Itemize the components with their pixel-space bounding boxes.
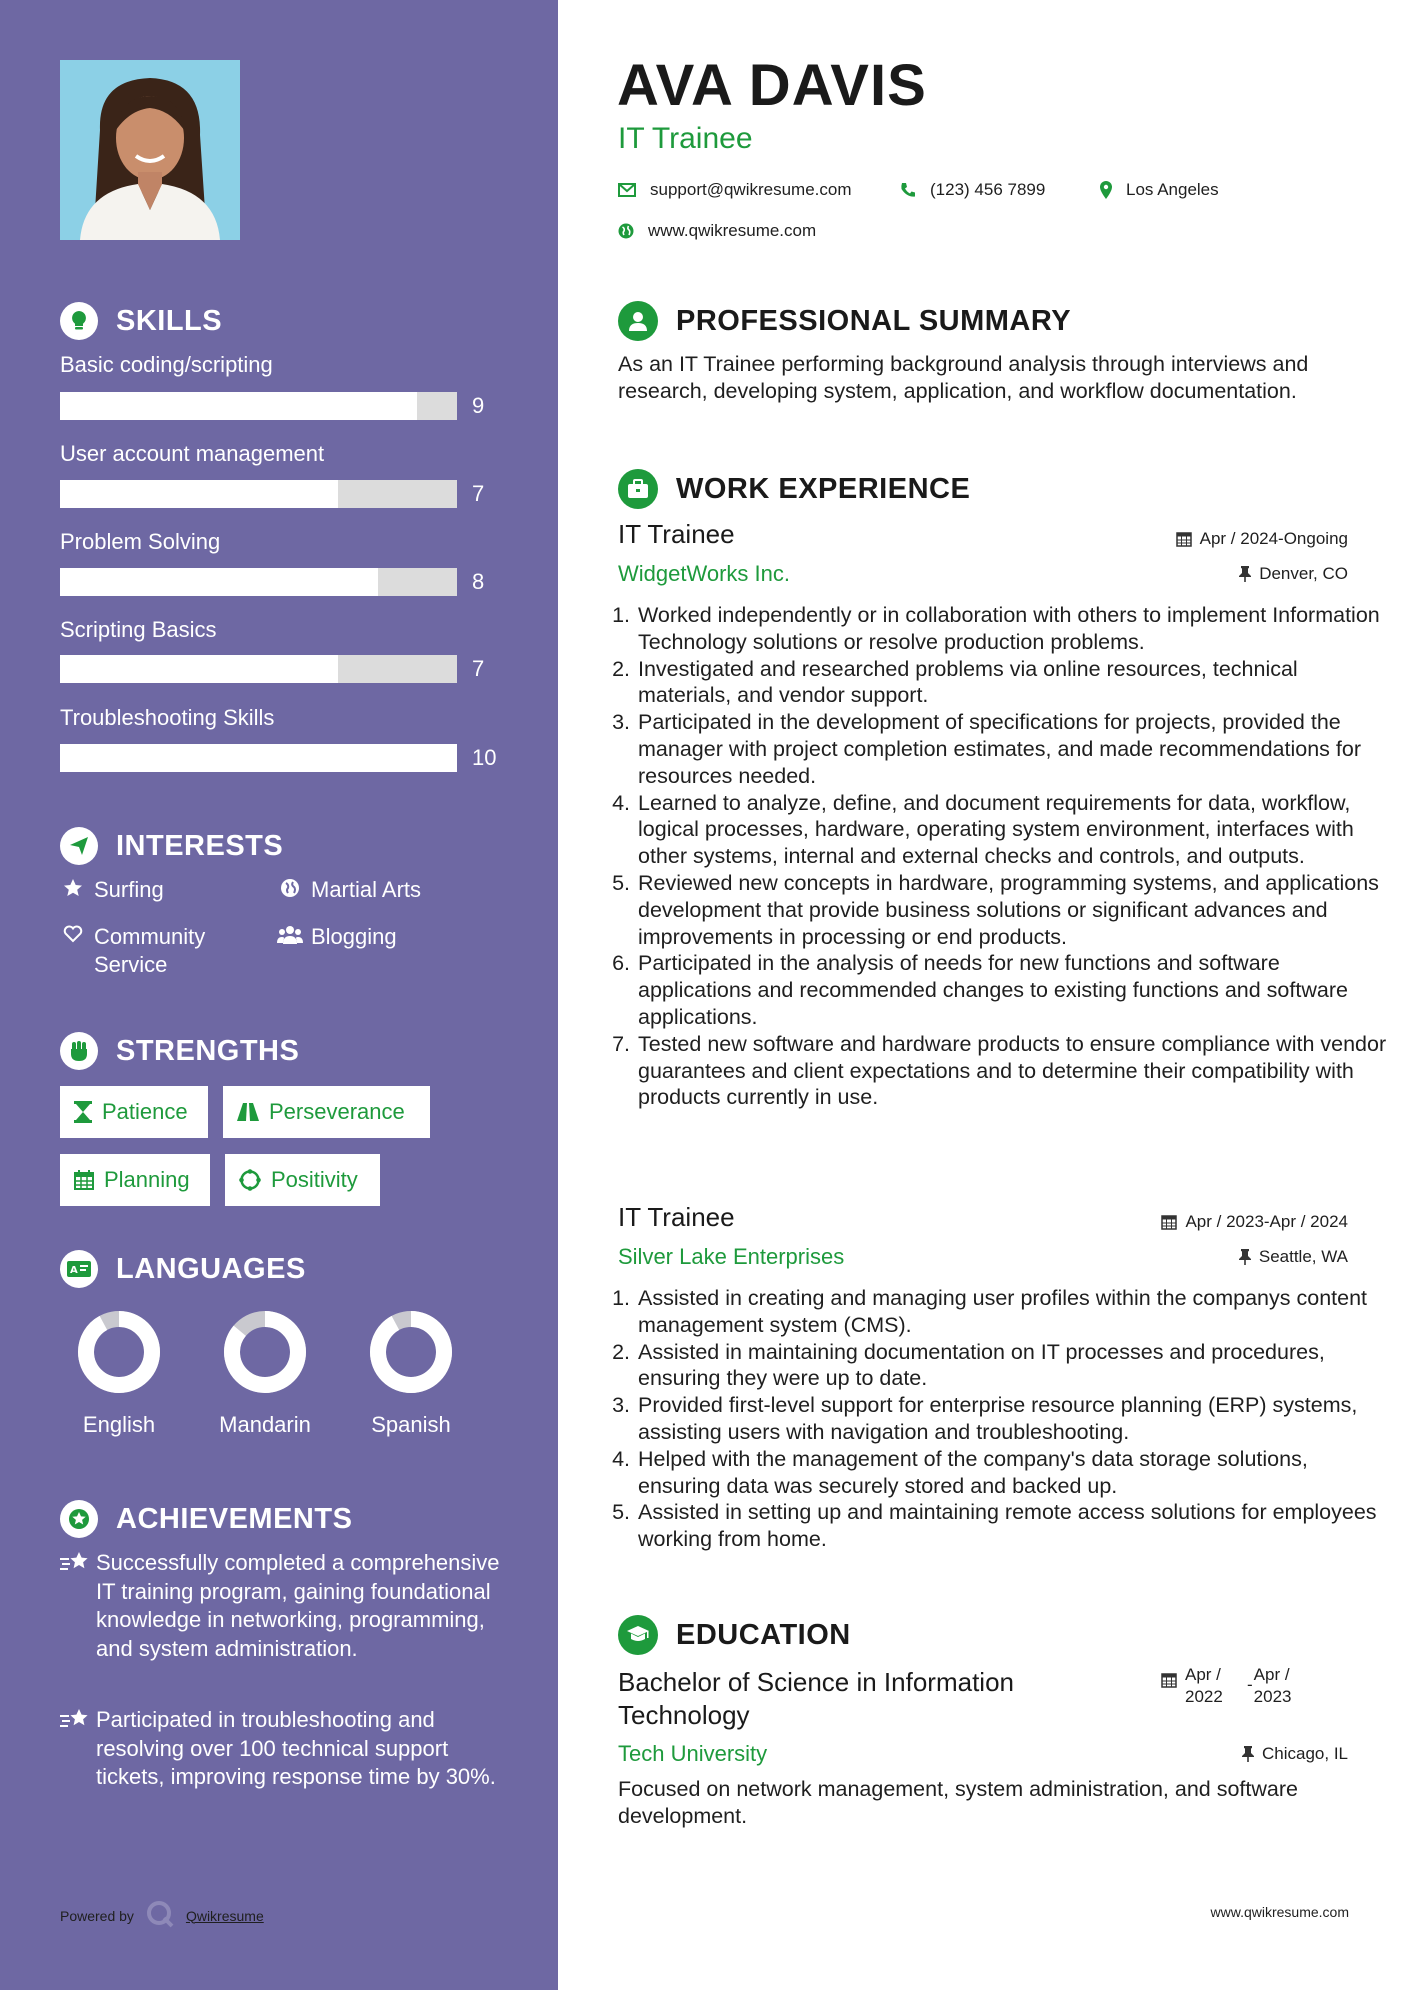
strength-label: Perseverance xyxy=(269,1099,405,1124)
skill-label: Scripting Basics xyxy=(60,617,217,642)
users-icon xyxy=(277,923,303,945)
job-title: IT Trainee xyxy=(618,1202,735,1232)
pushpin-icon xyxy=(1242,1746,1254,1762)
road-icon xyxy=(237,1103,259,1121)
language-label: Mandarin xyxy=(219,1412,311,1437)
duty-item: 4. Learned to analyze, define, and document requirements for data, workflow, logical processes, hardware, operating system environment, interfaces with other systems, internal and external checks and controls, and outputs. xyxy=(636,790,1396,870)
interests-title: INTERESTS xyxy=(116,829,284,862)
paper-plane-icon xyxy=(60,827,98,865)
powered-prefix: Powered by xyxy=(60,1907,134,1924)
map-pin-icon xyxy=(1100,181,1112,199)
interest-item xyxy=(60,876,164,904)
education-date xyxy=(1161,1664,1292,1708)
interest-item xyxy=(277,876,421,904)
shooting-star-icon xyxy=(60,1549,96,1663)
calendar-icon xyxy=(1161,1214,1177,1230)
language-donut xyxy=(223,1310,307,1394)
heart-outline-icon xyxy=(60,923,86,943)
job-date xyxy=(1161,1212,1348,1232)
pushpin-icon xyxy=(1239,1249,1251,1265)
strength-chip xyxy=(60,1154,210,1206)
language-item xyxy=(210,1310,320,1438)
duty-item: 3. Provided first-level support for enterprise resource planning (ERP) systems, assisting users with navigation and troubleshooting. xyxy=(636,1392,1396,1446)
language-donut xyxy=(77,1310,161,1394)
contact-phone xyxy=(900,180,1045,200)
skills-title: SKILLS xyxy=(116,304,223,337)
job-location xyxy=(1239,564,1348,584)
education-title: EDUCATION xyxy=(676,1618,851,1651)
duty-item: 3. Participated in the development of specifications for projects, provided the manager with project completion estimates, and made recommendations for resources needed. xyxy=(636,709,1396,789)
user-icon xyxy=(618,301,658,341)
education-location-text: Chicago, IL xyxy=(1262,1744,1348,1763)
languages-heading xyxy=(60,1250,306,1288)
achievement-text: Participated in troubleshooting and resolving over 100 technical support tickets, improving response time by 30%. xyxy=(96,1707,496,1789)
skill-bar-fill xyxy=(60,480,338,508)
summary-title: PROFESSIONAL SUMMARY xyxy=(676,304,1072,337)
duty-item: 6. Participated in the analysis of needs for new functions and software applications and recommended changes to existing functions and software applications. xyxy=(636,950,1396,1030)
interest-label: Blogging xyxy=(311,924,397,949)
achievements-heading xyxy=(60,1500,352,1538)
lightbulb-icon xyxy=(60,302,98,340)
contact-email xyxy=(618,180,852,200)
achievement-item xyxy=(60,1549,500,1663)
award-star-icon xyxy=(60,1500,98,1538)
skill-value: 10 xyxy=(472,745,497,770)
job-duties xyxy=(610,1285,1396,1553)
strength-label: Patience xyxy=(102,1099,188,1124)
summary-text: As an IT Trainee performing background analysis through interviews and research, developing system, application, and workflow documentation. xyxy=(618,352,1309,403)
interest-label: Martial Arts xyxy=(311,877,422,902)
phone-icon xyxy=(900,182,916,198)
experience-heading xyxy=(618,469,970,509)
strengths-title: STRENGTHS xyxy=(116,1034,300,1067)
experience-title: WORK EXPERIENCE xyxy=(676,472,971,505)
calendar-icon xyxy=(74,1170,94,1190)
job-date-text: Apr / 2024-Ongoing xyxy=(1199,529,1348,548)
duty-item: 5. Reviewed new concepts in hardware, programming systems, and applications development that provide business solutions or significant advances and improvements in processing or end products. xyxy=(636,870,1396,950)
svg-text:A: A xyxy=(70,1265,79,1276)
skills-heading xyxy=(60,302,222,340)
job-date-text: Apr / 2023-Apr / 2024 xyxy=(1185,1212,1348,1231)
job-location-text: Denver, CO xyxy=(1259,564,1348,583)
footer-website[interactable]: www.qwikresume.com xyxy=(1210,1904,1349,1920)
globe-icon xyxy=(277,876,303,898)
skill-value: 9 xyxy=(472,393,485,418)
education-end-month: Apr / xyxy=(1253,1665,1290,1684)
qwikresume-logo-icon xyxy=(146,1900,174,1931)
job-duties xyxy=(610,602,1396,1111)
calendar-icon xyxy=(1176,531,1192,547)
skill-bar-fill xyxy=(60,744,457,772)
interest-item xyxy=(60,923,260,979)
skill-bar xyxy=(60,392,457,420)
job-location-text: Seattle, WA xyxy=(1258,1247,1348,1266)
profile-photo xyxy=(60,60,240,240)
language-donut xyxy=(369,1310,453,1394)
skill-value: 8 xyxy=(472,569,485,594)
duty-item: 2. Investigated and researched problems via online resources, technical materials, and vendor support. xyxy=(636,656,1396,710)
email-text[interactable]: support@qwikresume.com xyxy=(650,180,852,199)
main-content xyxy=(558,0,1407,1990)
candidate-role: IT Trainee xyxy=(618,122,753,155)
interest-label: Surfing xyxy=(94,877,164,902)
achievements-title: ACHIEVEMENTS xyxy=(116,1502,353,1535)
duty-item: 5. Assisted in setting up and maintaining remote access solutions for employees working from home. xyxy=(636,1499,1396,1553)
strength-label: Positivity xyxy=(271,1167,358,1192)
calendar-icon xyxy=(1161,1664,1177,1688)
language-icon xyxy=(60,1250,98,1288)
skill-label: Basic coding/scripting xyxy=(60,352,273,377)
duty-item: 1. Worked independently or in collaboration with others to implement Information Technology solutions or resolve production problems. xyxy=(636,602,1396,656)
contact-website xyxy=(618,221,816,241)
education-location xyxy=(1242,1744,1348,1764)
job-company: Silver Lake Enterprises xyxy=(618,1244,845,1269)
achievement-item xyxy=(60,1706,500,1792)
education-end-year: 2023 xyxy=(1253,1687,1292,1706)
star-icon xyxy=(60,876,86,898)
phone-text[interactable]: (123) 456 7899 xyxy=(930,180,1046,199)
interests-heading xyxy=(60,827,283,865)
degree-title: Bachelor of Science in Information Technology xyxy=(618,1667,1014,1730)
skill-bar xyxy=(60,480,457,508)
education-date-separator: - xyxy=(1247,1675,1253,1694)
pushpin-icon xyxy=(1239,566,1251,582)
strength-label: Planning xyxy=(104,1167,190,1192)
skill-value: 7 xyxy=(472,481,485,506)
skill-bar xyxy=(60,568,457,596)
skill-label: Problem Solving xyxy=(60,529,221,554)
briefcase-icon xyxy=(618,469,658,509)
website-text[interactable]: www.qwikresume.com xyxy=(648,221,817,240)
education-text: Focused on network management, system administration, and software development. xyxy=(618,1777,1298,1828)
strengths-heading xyxy=(60,1032,299,1070)
circle-notch-icon xyxy=(239,1169,261,1191)
language-item xyxy=(64,1310,174,1438)
qwikresume-link[interactable]: Qwikresume xyxy=(185,1907,264,1924)
skill-value: 7 xyxy=(472,656,485,681)
strength-chip xyxy=(60,1086,208,1138)
job-date xyxy=(1176,529,1348,549)
language-item xyxy=(356,1310,466,1438)
education-start xyxy=(1185,1664,1247,1708)
job-location xyxy=(1239,1247,1348,1267)
contact-location xyxy=(1100,180,1219,200)
duty-item: 2. Assisted in maintaining documentation on IT processes and procedures, ensuring they were up to date. xyxy=(636,1339,1396,1393)
languages-title: LANGUAGES xyxy=(116,1252,306,1285)
skill-bar-fill xyxy=(60,392,417,420)
strength-chip xyxy=(223,1086,430,1138)
envelope-icon xyxy=(618,183,636,197)
skill-label: User account management xyxy=(60,441,325,466)
interest-item xyxy=(277,923,397,951)
strength-chip xyxy=(225,1154,380,1206)
duty-item: 4. Helped with the management of the company's data storage solutions, ensuring data was securely stored and backed up. xyxy=(636,1446,1396,1500)
duty-item: 1. Assisted in creating and managing user profiles within the companys content management system (CMS). xyxy=(636,1285,1396,1339)
skill-bar xyxy=(60,744,457,772)
hourglass-icon xyxy=(74,1101,92,1123)
globe-icon xyxy=(618,223,634,239)
job-company: WidgetWorks Inc. xyxy=(618,561,790,586)
achievement-text: Successfully completed a comprehensive IT training program, gaining foundational knowledge in networking, programming, and system administration. xyxy=(96,1550,500,1661)
shooting-star-icon xyxy=(60,1706,96,1792)
skill-bar xyxy=(60,655,457,683)
education-start-month: Apr / xyxy=(1185,1665,1221,1684)
fist-icon xyxy=(60,1032,98,1070)
powered-by xyxy=(60,1900,264,1931)
interest-label: Community Service xyxy=(94,924,206,977)
language-label: English xyxy=(82,1412,156,1437)
sidebar xyxy=(0,0,558,1990)
skill-bar-fill xyxy=(60,568,378,596)
candidate-name: AVA DAVIS xyxy=(617,53,927,118)
location-text: Los Angeles xyxy=(1126,180,1219,199)
graduation-icon xyxy=(618,1615,658,1655)
language-label: Spanish xyxy=(371,1412,451,1437)
duty-item: 7. Tested new software and hardware products to ensure compliance with vendor guarantees and client expectations and to determine their compatibility with products currently in use. xyxy=(636,1031,1396,1111)
education-end xyxy=(1254,1664,1292,1708)
job-title: IT Trainee xyxy=(618,519,735,549)
summary-heading xyxy=(618,301,1071,341)
education-start-year: 2022 xyxy=(1185,1687,1223,1706)
skill-bar-fill xyxy=(60,655,338,683)
education-heading xyxy=(618,1615,851,1655)
skill-label: Troubleshooting Skills xyxy=(60,705,275,730)
school-name: Tech University xyxy=(618,1741,768,1766)
